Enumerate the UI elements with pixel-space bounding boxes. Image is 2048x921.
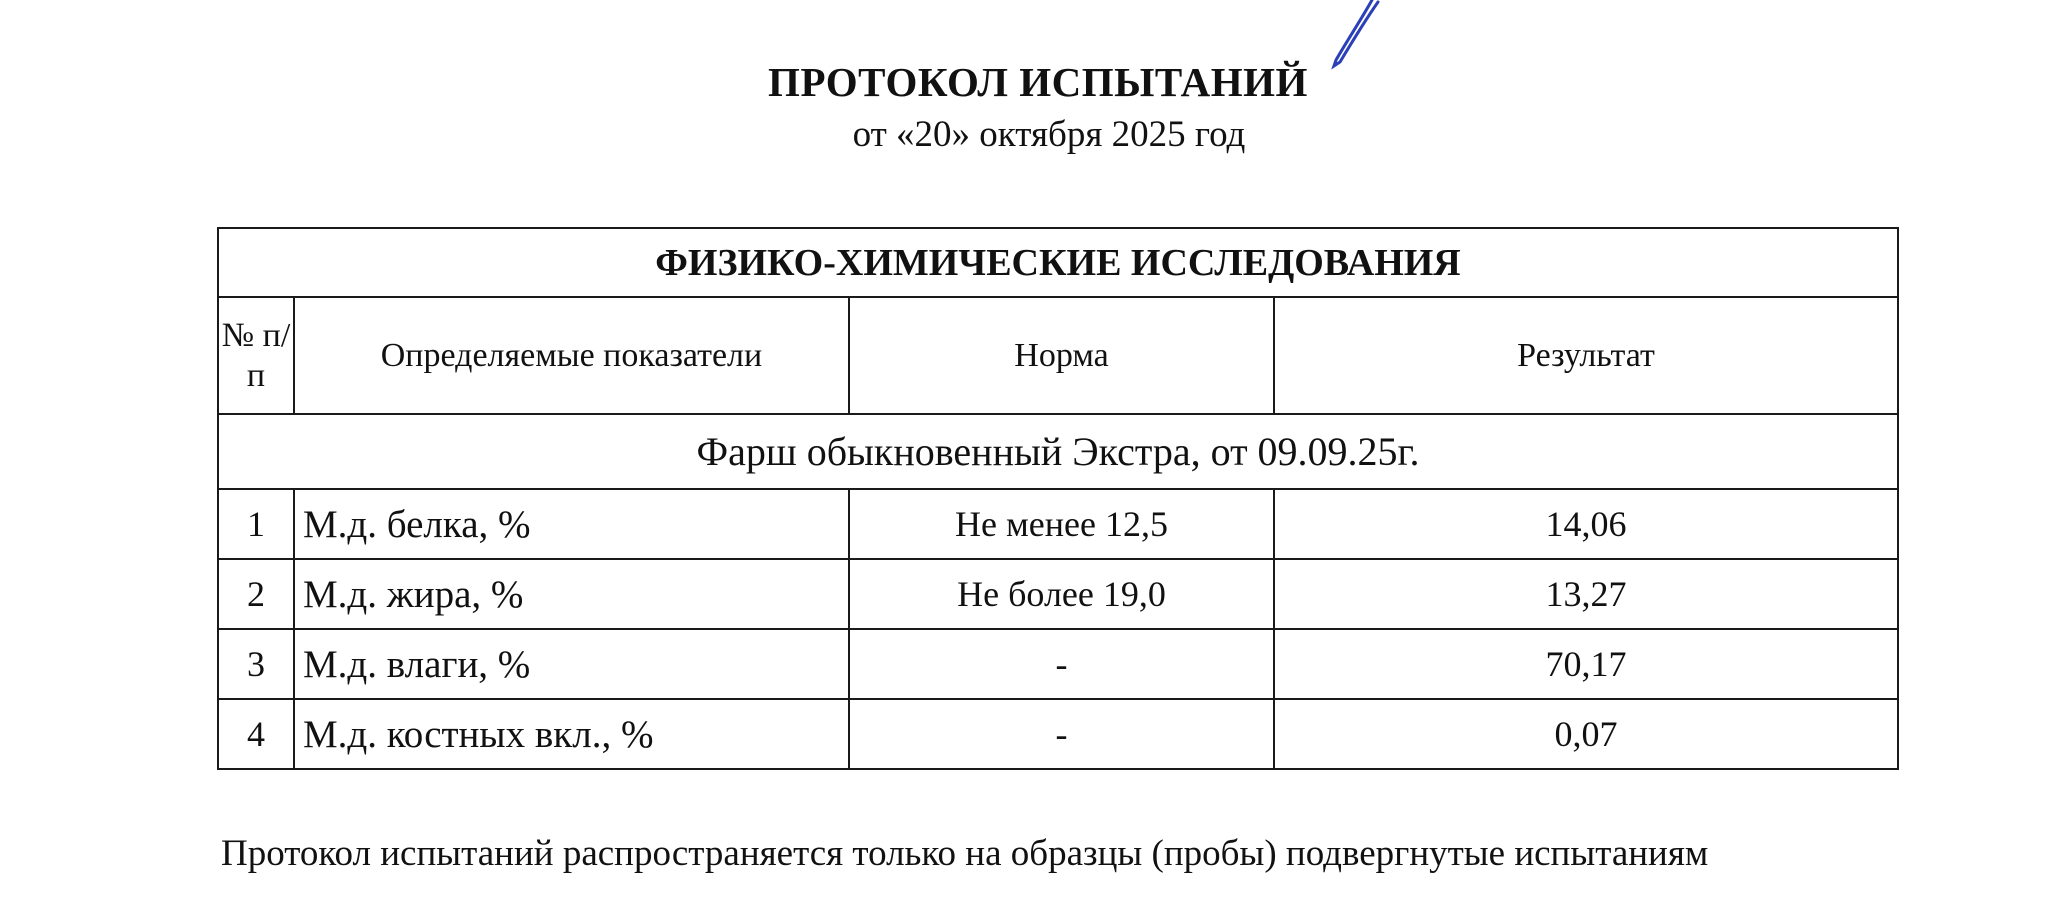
row-indicator: М.д. жира, % xyxy=(294,559,849,629)
row-norm: Не более 19,0 xyxy=(849,559,1274,629)
table-row xyxy=(218,699,1898,769)
results-table xyxy=(217,227,1899,770)
document-date: от «20» октября 2025 год xyxy=(852,114,1246,155)
row-num: 2 xyxy=(218,559,294,629)
header-norm: Норма xyxy=(849,297,1274,414)
footer-note: Протокол испытаний распространяется только на образцы (пробы) подвергнутые испытаниям xyxy=(221,833,1709,874)
row-indicator: М.д. костных вкл., % xyxy=(294,699,849,769)
row-norm: Не менее 12,5 xyxy=(849,489,1274,559)
table-row xyxy=(218,629,1898,699)
row-result: 14,06 xyxy=(1274,489,1898,559)
row-result: 70,17 xyxy=(1274,629,1898,699)
row-norm: - xyxy=(849,629,1274,699)
row-num: 3 xyxy=(218,629,294,699)
row-result: 13,27 xyxy=(1274,559,1898,629)
table-row xyxy=(218,559,1898,629)
row-indicator: М.д. влаги, % xyxy=(294,629,849,699)
table-row xyxy=(218,489,1898,559)
document-title: ПРОТОКОЛ ИСПЫТАНИЙ xyxy=(768,59,1308,105)
row-indicator: М.д. белка, % xyxy=(294,489,849,559)
row-result: 0,07 xyxy=(1274,699,1898,769)
header-num: № п/п xyxy=(218,297,294,414)
header-result: Результат xyxy=(1274,297,1898,414)
section-title: ФИЗИКО-ХИМИЧЕСКИЕ ИССЛЕДОВАНИЯ xyxy=(218,228,1898,297)
header-indicator: Определяемые показатели xyxy=(294,297,849,414)
sample-title: Фарш обыкновенный Экстра, от 09.09.25г. xyxy=(218,414,1898,489)
row-num: 4 xyxy=(218,699,294,769)
row-norm: - xyxy=(849,699,1274,769)
row-num: 1 xyxy=(218,489,294,559)
